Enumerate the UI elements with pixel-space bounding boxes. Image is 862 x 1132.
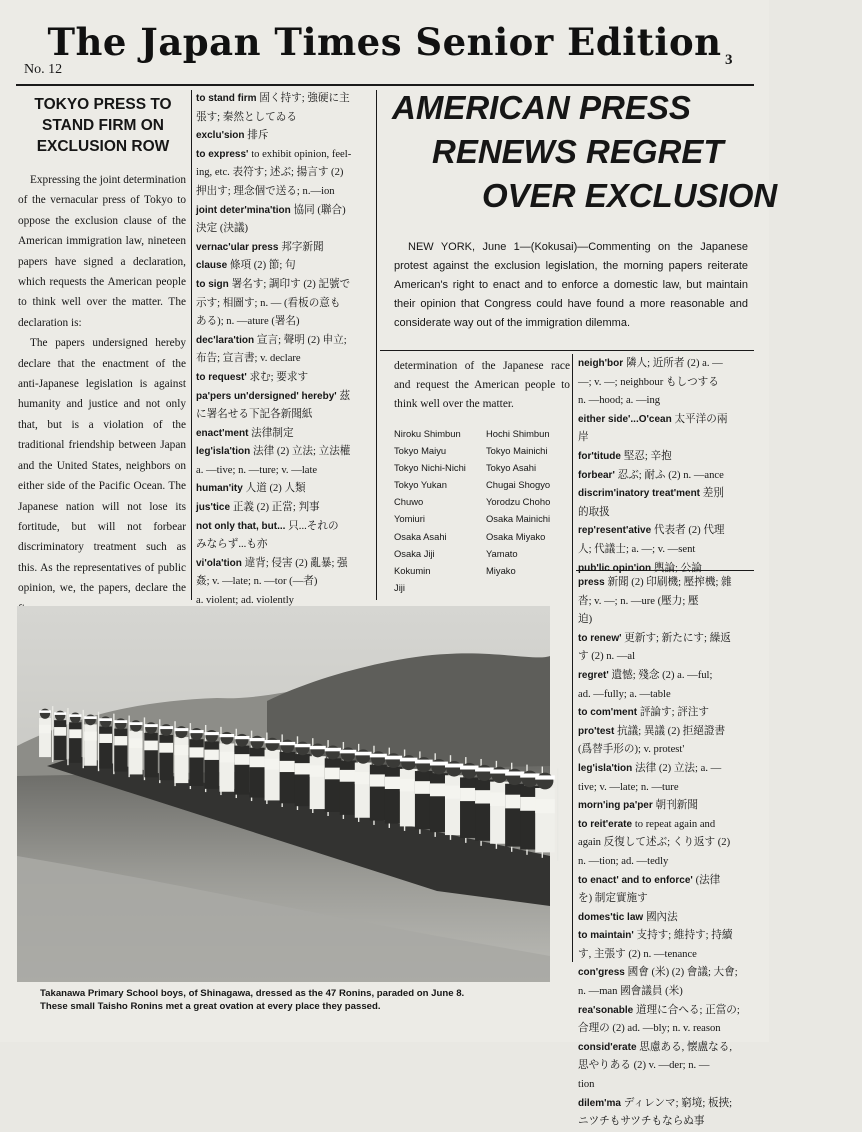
vocabulary-entry — [196, 536, 374, 555]
vocabulary-definition: 新聞 (2) 印刷機; 壓搾機; 雜 — [607, 577, 732, 588]
vocabulary-entry — [578, 630, 756, 649]
vocabulary-word: con'gress — [578, 967, 628, 979]
vocabulary-entry — [196, 183, 374, 202]
vocabulary-word: to request' — [196, 371, 250, 383]
vocabulary-definition: 合理の (2) ad. —bly; n. v. reason — [578, 1023, 721, 1035]
vocabulary-word: pub'lic opin'ion — [578, 562, 654, 574]
article1-paragraph: Expressing the joint determination of the vernacular press of Tokyo to oppose the exclusion clause of the American immigration law, nineteen papers have signed a declaration, which requests the American people to think well over the matter. The declaration is: — [18, 174, 186, 329]
vocabulary-list-1 — [196, 90, 374, 648]
vocabulary-definition: 代表者 (2) 代理 — [653, 525, 725, 537]
vocabulary-definition: (法律 — [695, 874, 721, 886]
vocabulary-entry — [578, 411, 756, 430]
vocabulary-definition: 國內法 — [645, 911, 678, 923]
vocabulary-entry — [578, 927, 756, 946]
vocabulary-word: to com'ment — [578, 707, 640, 719]
vocabulary-entry — [196, 388, 374, 407]
vocabulary-word: to express' — [196, 148, 252, 160]
vocabulary-word: to stand firm — [196, 93, 260, 104]
signatory-paper: Yomiuri — [394, 513, 425, 525]
vocabulary-word: morn'ing pa'per — [578, 800, 656, 812]
vocabulary-entry — [196, 573, 374, 592]
vocabulary-entry — [578, 816, 756, 835]
vocabulary-entry — [196, 239, 374, 258]
vocabulary-definition: 遺憾; 殘念 (2) a. —ful; — [611, 669, 713, 681]
signatory-paper: Jiji — [394, 581, 405, 593]
vocabulary-definition: ある); n. —ature (署名) — [196, 316, 300, 328]
vocabulary-entry — [196, 276, 374, 295]
article2-headline-line: AMERICAN PRESS — [392, 89, 691, 126]
vocabulary-word: regret' — [578, 669, 612, 681]
vocabulary-definition: ニツチもサツチもならぬ事 — [578, 1116, 705, 1128]
vocabulary-entry — [578, 741, 756, 760]
vocabulary-definition: 人道 (2) 人類 — [245, 483, 306, 495]
vocabulary-definition: 違背; 侵害 (2) 亂暴; 强 — [244, 557, 348, 569]
vocabulary-entry — [578, 1095, 756, 1114]
vocabulary-definition: 姦; v. —late; n. —tor (—者) — [196, 576, 318, 588]
vocabulary-definition: す (2) n. —al — [578, 651, 636, 663]
vocabulary-definition: 張す; 秦然としてゐる — [196, 111, 297, 123]
vocabulary-word: discrim'inatory treat'ment — [578, 488, 703, 500]
vocabulary-definition: 道理に合へる; 正當の; — [635, 1004, 740, 1016]
vocabulary-definition: 排斥 — [247, 130, 269, 142]
signatory-paper: Hochi Shimbun — [486, 428, 550, 439]
vocabulary-entry — [196, 220, 374, 239]
vocabulary-entry — [578, 890, 756, 909]
vocabulary-entry — [196, 555, 374, 574]
signatory-papers — [394, 425, 574, 596]
vocabulary-definition: 支持す; 維持す; 持續 — [636, 930, 733, 942]
vocabulary-entry — [196, 164, 374, 183]
vocabulary-entry — [578, 522, 756, 541]
vocabulary-word: for'titude — [578, 450, 624, 462]
vocabulary-definition: a. violent; ad. violently — [196, 595, 294, 607]
vocabulary-entry — [578, 485, 756, 504]
vocabulary-definition: ディレンマ; 窮境; 板挾; — [623, 1097, 733, 1109]
vocabulary-definition: 決定 (決議) — [196, 223, 249, 235]
vocabulary-entry — [578, 834, 756, 853]
vocabulary-definition: 評論す; 評注す — [639, 707, 709, 719]
vocabulary-definition: 更新す; 新たにす; 繰返 — [624, 632, 731, 644]
vocabulary-definition: に署名せる下記各新聞紙 — [196, 409, 313, 421]
vocabulary-definition: 宣言; 聲明 (2) 申立; — [256, 334, 347, 346]
vocabulary-entry — [578, 429, 756, 448]
vocabulary-word: leg'isla'tion — [578, 762, 635, 774]
vocabulary-entry — [578, 704, 756, 723]
vocabulary-entry — [578, 686, 756, 705]
issue-number: No. 12 — [24, 62, 63, 77]
vocabulary-word: neigh'bor — [578, 358, 626, 369]
vocabulary-word: joint deter'mina'tion — [196, 204, 294, 216]
vocabulary-word: pro'test — [578, 725, 618, 737]
vocabulary-definition: 國會 (米) (2) 會議; 大會; — [627, 967, 738, 979]
signatory-paper: Tokyo Asahi — [486, 462, 537, 474]
vocabulary-entry — [578, 355, 756, 374]
vocabulary-entry — [196, 313, 374, 332]
article1-headline: TOKYO PRESS TO STAND FIRM ON EXCLUSION ROW — [34, 96, 172, 155]
vocabulary-entry — [196, 127, 374, 146]
vocabulary-definition: 岸 — [578, 432, 589, 444]
vocabulary-word: to maintain' — [578, 930, 637, 942]
signatory-paper: Miyako — [486, 564, 516, 576]
vocabulary-word: exclu'sion — [196, 130, 248, 142]
vocabulary-word: enact'ment — [196, 427, 252, 439]
vocabulary-entry — [578, 541, 756, 560]
vocabulary-word: vernac'ular press — [196, 241, 282, 253]
vocabulary-entry — [578, 1113, 756, 1132]
vocabulary-word: leg'isla'tion — [196, 446, 253, 458]
vocabulary-entry — [578, 1002, 756, 1021]
vocabulary-entry — [196, 443, 374, 462]
vocabulary-entry — [578, 946, 756, 965]
vocabulary-definition: n. —tion; ad. —tedly — [578, 855, 669, 867]
vocabulary-list-2 — [578, 355, 756, 578]
vocabulary-word: to renew' — [578, 632, 625, 644]
vocabulary-definition: 布告; 宣言書; v. declare — [196, 353, 301, 365]
signatory-paper: Yorodzu Choho — [486, 496, 551, 508]
article1-paragraph: The papers undersigned hereby declare that the enactment of the anti-Japanese legislation is against humanity and justice and not only that, but is a violation of the traditional friendship between Japan and the United States, neighbors on either side of the Pacific Ocean. The Japanese nation will not lose its fortitude, but will not forbear discriminatory treatment such as this. As the representatives of public opinion, we, the papers, declare the — [18, 337, 186, 595]
vocabulary-list-3 — [578, 574, 756, 1132]
vocabulary-word: domes'tic law — [578, 911, 646, 923]
vocabulary-word: rep'resent'ative — [578, 525, 654, 537]
signatory-paper: Niroku Shimbun — [394, 428, 461, 439]
vocabulary-word: either side'...O'cean — [578, 413, 675, 425]
signatory-paper: Kokumin — [394, 564, 431, 576]
ronin-parade-photo — [17, 606, 550, 982]
vocabulary-entry — [196, 425, 374, 444]
signatory-paper: Osaka Jiji — [394, 547, 435, 559]
vocabulary-word: dilem'ma — [578, 1097, 624, 1109]
vocabulary-definition: 迫) — [578, 614, 593, 626]
vocabulary-definition: 忍ぶ; 耐ふ (2) n. —ance — [617, 469, 724, 481]
vocabulary-entry — [196, 257, 374, 276]
vocabulary-definition: 茲 — [339, 390, 351, 402]
vocabulary-entry — [578, 1057, 756, 1076]
vocabulary-word: vi'ola'tion — [196, 557, 245, 569]
signatory-paper: Tokyo Yukan — [394, 479, 447, 491]
vocabulary-definition: again 反復して述ぶ; くり返す (2) — [578, 837, 731, 849]
vocabulary-definition: ing, etc. 表符す; 述ぶ; 揚言す (2) — [196, 167, 344, 179]
vocabulary-entry — [196, 518, 374, 537]
photo-caption: Takanawa Primary School boys, of Shinagawa, dressed as the 47 Ronins, paraded on June 8. These small Taisho Ronins met a great ovation at every place they passed. — [40, 988, 465, 1012]
vocabulary-definition: 協同 (聯合) — [293, 204, 346, 216]
vocabulary-entry — [578, 797, 756, 816]
vocabulary-definition: 沓; v. —; n. —ure (壓力; 壓 — [578, 595, 699, 607]
vocabulary-definition: (爲替手形の); v. protest' — [578, 744, 685, 756]
vocabulary-definition: n. —man 國會議員 (米) — [578, 986, 683, 998]
vocabulary-definition: 思やりある (2) v. —der; n. — — [578, 1060, 710, 1072]
vocabulary-word: to reit'erate — [578, 818, 635, 830]
vocabulary-entry — [196, 462, 374, 481]
headline-rule — [380, 350, 754, 351]
vocabulary-entry — [196, 369, 374, 388]
dateline: NEW YORK, June 1—(Kokusai)— — [408, 241, 589, 253]
vocabulary-word: clause — [196, 260, 230, 272]
vocabulary-word: consid'erate — [578, 1041, 640, 1053]
vocabulary-entry — [578, 1076, 756, 1095]
signatory-paper: Chuwo — [394, 496, 424, 508]
vocabulary-definition: n. —hood; a. —ing — [578, 395, 661, 407]
vocabulary-entry — [578, 648, 756, 667]
article2-headline-line: RENEWS REGRET — [432, 133, 724, 170]
vocabulary-entry — [578, 779, 756, 798]
vocabulary-definition: 堅忍; 辛抱 — [623, 450, 672, 462]
vocabulary-entry — [578, 723, 756, 742]
signatory-paper: Osaka Miyako — [486, 530, 546, 542]
vocabulary-entry — [578, 1020, 756, 1039]
vocabulary-definition: みならず...も亦 — [196, 539, 268, 551]
column-rule-2 — [376, 90, 377, 600]
vocabulary-definition: 固く持す; 強硬に主 — [259, 93, 350, 104]
vocabulary-definition: 條項 (2) 節; 句 — [229, 260, 296, 272]
vocabulary-word: jus'tice — [196, 502, 233, 514]
signatory-paper: Yamato — [486, 547, 518, 559]
vocabulary-word: dec'lara'tion — [196, 334, 257, 346]
signatory-paper: Chugai Shogyo — [486, 479, 551, 491]
vocabulary-definition: ad. —fully; a. —table — [578, 688, 671, 700]
vocabulary-entry — [578, 872, 756, 891]
article2-lede: NEW YORK, June 1—(Kokusai)—Commenting on the Japanese protest against the exclusion legislation, the morning papers reiterate American's right to enact and to enforce a domestic law, but maintain their opinion that Congress could have found a more reasonable and considerate way out of the immigration dilemma. — [394, 241, 748, 329]
vocabulary-entry — [578, 611, 756, 630]
signatory-paper: Osaka Asahi — [394, 530, 447, 542]
vocabulary-entry — [578, 964, 756, 983]
vocabulary-word: rea'sonable — [578, 1004, 636, 1016]
vocabulary-definition: 法律制定 — [251, 427, 294, 439]
page-number: 3 — [725, 52, 733, 68]
vocabulary-definition: 署名す; 調印す (2) 記號で — [231, 278, 351, 290]
vocabulary-entry — [196, 499, 374, 518]
vocabulary-word: to sign — [196, 278, 232, 290]
vocabulary-definition: 法律 (2) 立法; 立法權 — [253, 446, 351, 458]
vocabulary-definition: 邦字新聞 — [281, 241, 324, 253]
vocabulary-definition: to exhibit opinion, feel- — [251, 148, 352, 160]
vocabulary-entry — [578, 1039, 756, 1058]
vocabulary-definition: 隣人; 近所者 (2) a. — — [625, 358, 723, 369]
vocabulary-entry — [578, 760, 756, 779]
vocabulary-definition: す, 主張す (2) n. —tenance — [578, 948, 697, 960]
vocabulary-definition: 抗議; 異議 (2) 拒絕證書 — [617, 725, 726, 737]
vocabulary-entry — [578, 853, 756, 872]
vocabulary-definition: を) 制定實施す — [578, 893, 648, 905]
vocabulary-entry — [578, 574, 756, 593]
vocabulary-definition: to repeat again and — [634, 818, 716, 830]
vocabulary-entry — [196, 90, 374, 109]
boy-figure — [535, 768, 557, 860]
vocabulary-entry — [578, 983, 756, 1002]
vocabulary-entry — [196, 332, 374, 351]
vocabulary-entry — [196, 480, 374, 499]
vocabulary-definition: a. —tive; n. —ture; v. —late — [196, 464, 318, 476]
vocabulary-entry — [578, 448, 756, 467]
vocabulary-definition: 示す; 相圖す; n. — (看板の意も — [196, 297, 341, 309]
vocabulary-entry — [578, 593, 756, 612]
signatory-paper: Osaka Mainichi — [486, 513, 551, 525]
vocabulary-definition: tion — [578, 1079, 595, 1091]
signatory-paper: Tokyo Mainichi — [486, 445, 548, 457]
vocabulary-word: to enact' and to enforce' — [578, 874, 696, 886]
vocabulary-word: pa'pers un'dersigned' hereby' — [196, 390, 340, 402]
column-rule-1 — [191, 90, 192, 600]
vocabulary-definition: 正義 (2) 正當; 判事 — [232, 502, 320, 514]
vocabulary-definition: 輿論; 公論 — [653, 562, 702, 574]
signatory-paper: Tokyo Nichi-Nichi — [394, 462, 466, 474]
signatory-paper: Tokyo Maiyu — [394, 445, 447, 457]
vocabulary-entry — [196, 406, 374, 425]
vocabulary-entry — [578, 374, 756, 393]
vocabulary-definition: 朝刊新聞 — [655, 800, 698, 812]
vocabulary-definition: tive; v. —late; n. —ture — [578, 781, 679, 793]
vocabulary-entry — [578, 909, 756, 928]
vocabulary-entry — [578, 667, 756, 686]
article1-body — [18, 170, 186, 619]
photo-illustration — [17, 606, 550, 982]
vocabulary-definition: 法律 (2) 立法; a. — — [635, 762, 722, 774]
vocabulary-entry — [578, 467, 756, 486]
vocabulary-entry — [196, 146, 374, 165]
vocabulary-entry — [196, 109, 374, 128]
vocabulary-definition: 人; 代議士; a. —; v. —sent — [578, 543, 696, 555]
vocabulary-entry — [196, 350, 374, 369]
vocabulary-definition: 思慮ある, 懐盧なる, — [639, 1041, 732, 1053]
vocabulary-word: forbear' — [578, 469, 618, 481]
vocabulary-definition: 押出す; 理念個で送る; n.—ion — [196, 185, 335, 197]
masthead: The Japan Times Senior Edition — [47, 20, 722, 64]
vocabulary-definition: —; v. —; neighbour もしつする — [578, 376, 719, 388]
vocabulary-definition: 求む; 要求す — [249, 371, 309, 383]
vocabulary-definition: 只...それの — [288, 520, 339, 532]
vocabulary-entry — [196, 295, 374, 314]
article1-continuation: determination of the Japanese race and request the American people to think well over the matter. — [394, 360, 570, 410]
article2-headline-line: OVER EXCLUSION — [482, 177, 778, 214]
vocabulary-word: press — [578, 577, 608, 588]
vocabulary-word: human'ity — [196, 483, 246, 495]
vocabulary-definition: 的取扱 — [578, 506, 610, 518]
vocabulary-definition: 差別 — [702, 488, 724, 500]
vocabulary-entry — [578, 504, 756, 523]
vocabulary-definition: 太平洋の兩 — [674, 413, 728, 425]
vocabulary-entry — [578, 392, 756, 411]
vocabulary-entry — [196, 202, 374, 221]
vocabulary-word: not only that, but... — [196, 520, 289, 532]
